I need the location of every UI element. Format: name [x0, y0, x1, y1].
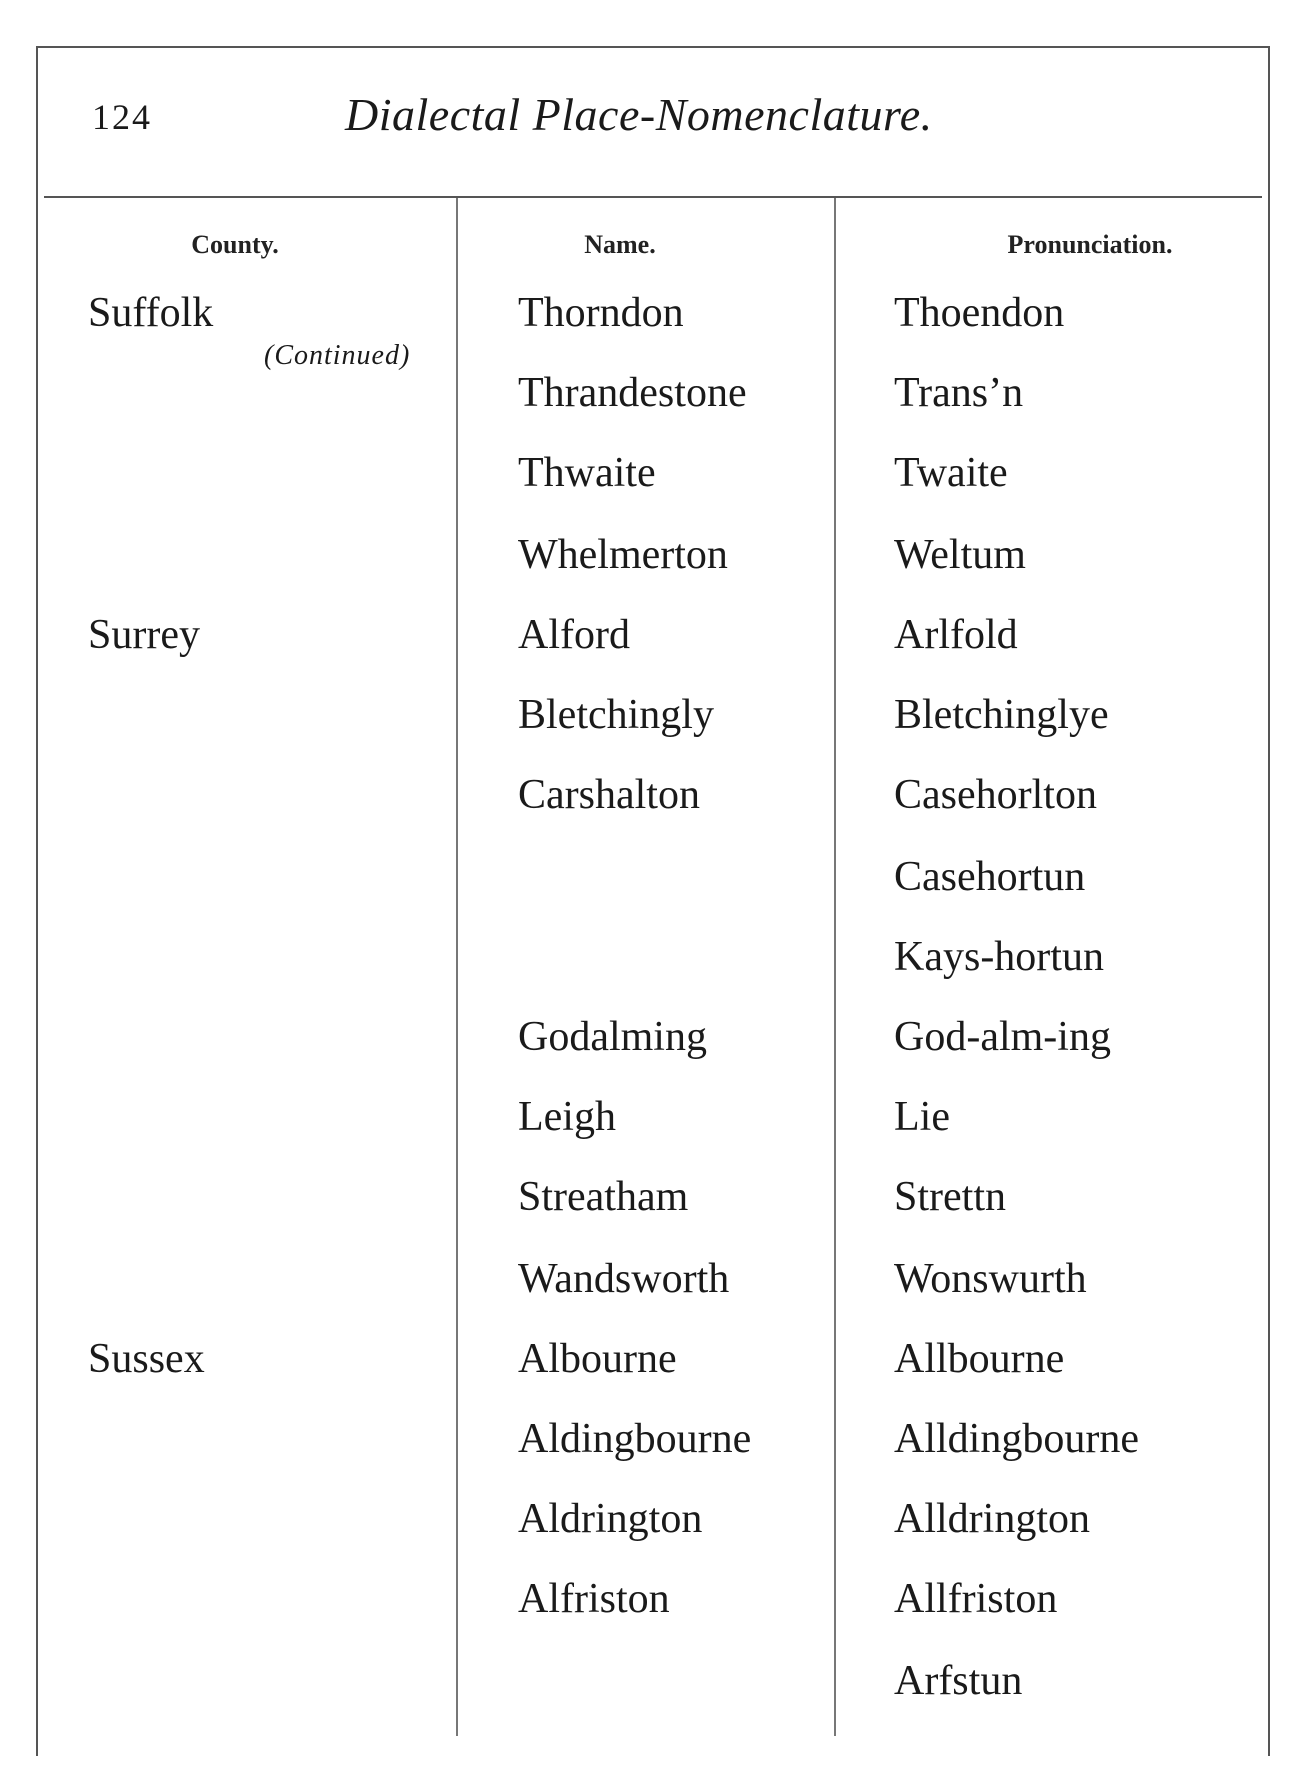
pronunciation: Strettn — [894, 1174, 1006, 1220]
county-column-header: County. — [191, 230, 279, 259]
place-name: Carshalton — [518, 772, 700, 818]
place-name: Wandsworth — [518, 1256, 730, 1302]
pronunciation: Casehorlton — [894, 772, 1097, 818]
pronunciation: Arfstun — [894, 1658, 1023, 1704]
page-number: 124 — [92, 97, 152, 137]
place-name: Streatham — [518, 1174, 689, 1220]
county-suffolk: Suffolk — [88, 290, 214, 336]
continued-note: (Continued) — [264, 340, 411, 371]
pronunciation: God-alm-ing — [894, 1014, 1111, 1060]
county-surrey: Surrey — [88, 612, 200, 658]
place-name: Alfriston — [518, 1576, 670, 1622]
name-column-header: Name. — [584, 230, 656, 259]
pronunciation-column-header: Pronunciation. — [1007, 230, 1173, 259]
pronunciation: Allbourne — [894, 1336, 1065, 1382]
pronunciation: Twaite — [894, 450, 1008, 496]
place-name: Aldingbourne — [518, 1416, 752, 1462]
pronunciation: Arlfold — [894, 612, 1018, 658]
running-title: Dialectal Place-Nomenclature. — [345, 89, 933, 140]
place-name: Godalming — [518, 1014, 707, 1060]
pronunciation: Thoendon — [894, 290, 1065, 336]
pronunciation: Bletchinglye — [894, 692, 1109, 738]
place-name: Aldrington — [518, 1496, 703, 1542]
header-rule — [44, 196, 1262, 198]
place-name: Leigh — [518, 1094, 616, 1140]
pronunciation: Wonswurth — [894, 1256, 1087, 1302]
place-name: Albourne — [518, 1336, 677, 1382]
place-name: Alford — [518, 612, 630, 658]
column-divider — [834, 198, 836, 1736]
pronunciation: Lie — [894, 1094, 950, 1140]
pronunciation: Trans’n — [894, 370, 1024, 416]
pronunciation: Casehortun — [894, 854, 1086, 900]
place-name: Thorndon — [518, 290, 684, 336]
column-divider — [456, 198, 458, 1736]
pronunciation: Alldrington — [894, 1496, 1090, 1542]
pronunciation: Allfriston — [894, 1576, 1058, 1622]
county-sussex: Sussex — [88, 1336, 205, 1382]
pronunciation: Weltum — [894, 532, 1026, 578]
place-name: Whelmerton — [518, 532, 728, 578]
pronunciation: Kays-hortun — [894, 934, 1104, 980]
place-name: Bletchingly — [518, 692, 714, 738]
place-name: Thrandestone — [518, 370, 747, 416]
pronunciation: Alldingbourne — [894, 1416, 1139, 1462]
place-name: Thwaite — [518, 450, 656, 496]
